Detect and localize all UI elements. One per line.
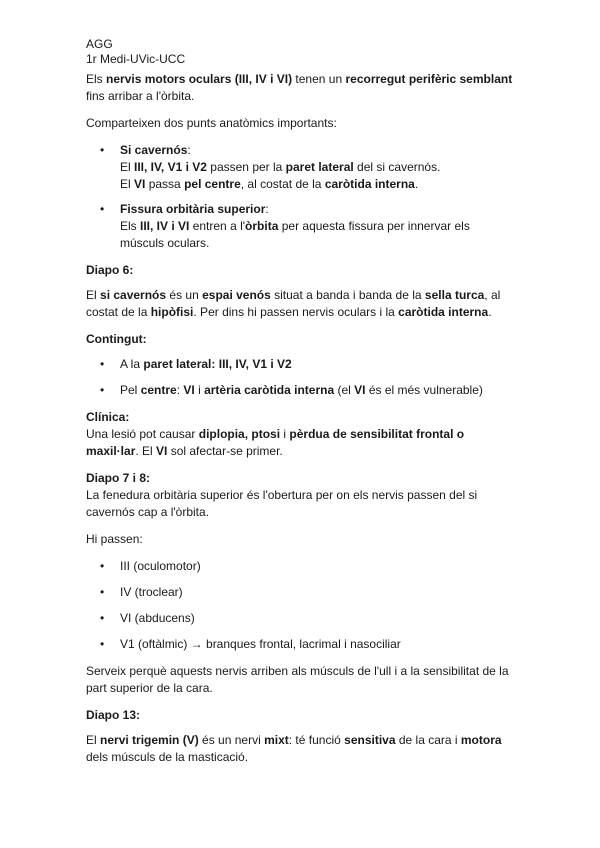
list-item: • A la paret lateral: III, IV, V1 i V2: [86, 356, 516, 373]
course-label: 1r Medi-UVic-UCC: [86, 52, 186, 66]
document-page: [86, 37, 516, 776]
list-item: • IV (troclear): [86, 584, 516, 601]
section-heading-diapo-6: Diapo 6:: [86, 263, 134, 277]
list-item: • Si cavernós: El III, IV, V1 i V2 passen per la paret lateral del si cavernós. El VI passa pel centre, al costat de la caròtida interna.: [86, 142, 516, 193]
list-item: • Fissura orbitària superior: Els III, IV i VI entren a l'òrbita per aquesta fissura per innervar els músculs oculars.: [86, 201, 516, 252]
serveix-paragraph: Serveix perquè aquests nervis arriben als músculs de l'ull i a la sensibilitat de la part superior de la cara.: [86, 664, 509, 695]
shared-points-text: Comparteixen dos punts anatòmics importants:: [86, 116, 337, 130]
list-item: • V1 (oftàlmic) → branques frontal, lacrimal i nasociliar: [86, 636, 516, 653]
diapo-6-paragraph: El si cavernós és un espai venós situat a banda i banda de la sella turca, al costat de la hipòfisi. Per dins hi passen nervis oculars i la caròtida interna.: [86, 288, 501, 319]
clinica-paragraph: Una lesió pot causar diplopia, ptosi i pèrdua de sensibilitat frontal o maxil·lar. El VI sol afectar-se primer.: [86, 427, 465, 458]
document-header: [86, 37, 516, 67]
list-item: • VI (abducens): [86, 610, 516, 627]
hi-passen-text: Hi passen:: [86, 532, 143, 546]
section-heading-diapo-7-8: Diapo 7 i 8:: [86, 471, 151, 485]
intro-paragraph: Els nervis motors oculars (III, IV i VI) tenen un recorregut perifèric semblant fins arribar a l'òrbita.: [86, 72, 513, 103]
section-heading-contingut: Contingut:: [86, 332, 147, 346]
contingut-list: [86, 356, 516, 399]
diapo-13-paragraph: El nervi trigemin (V) és un nervi mixt: té funció sensitiva de la cara i motora dels músculs de la masticació.: [86, 733, 502, 764]
list-item: • III (oculomotor): [86, 558, 516, 575]
anatomic-points-list: [86, 142, 516, 252]
author-initials: AGG: [86, 37, 113, 51]
section-heading-clinica: Clínica:: [86, 410, 130, 424]
section-heading-diapo-13: Diapo 13:: [86, 708, 141, 722]
nerves-list: [86, 558, 516, 653]
diapo-7-8-paragraph: La fenedura orbitària superior és l'obertura per on els nervis passen del si cavernós cap a l'òrbita.: [86, 488, 478, 519]
list-item: • Pel centre: VI i artèria caròtida interna (el VI és el més vulnerable): [86, 382, 516, 399]
